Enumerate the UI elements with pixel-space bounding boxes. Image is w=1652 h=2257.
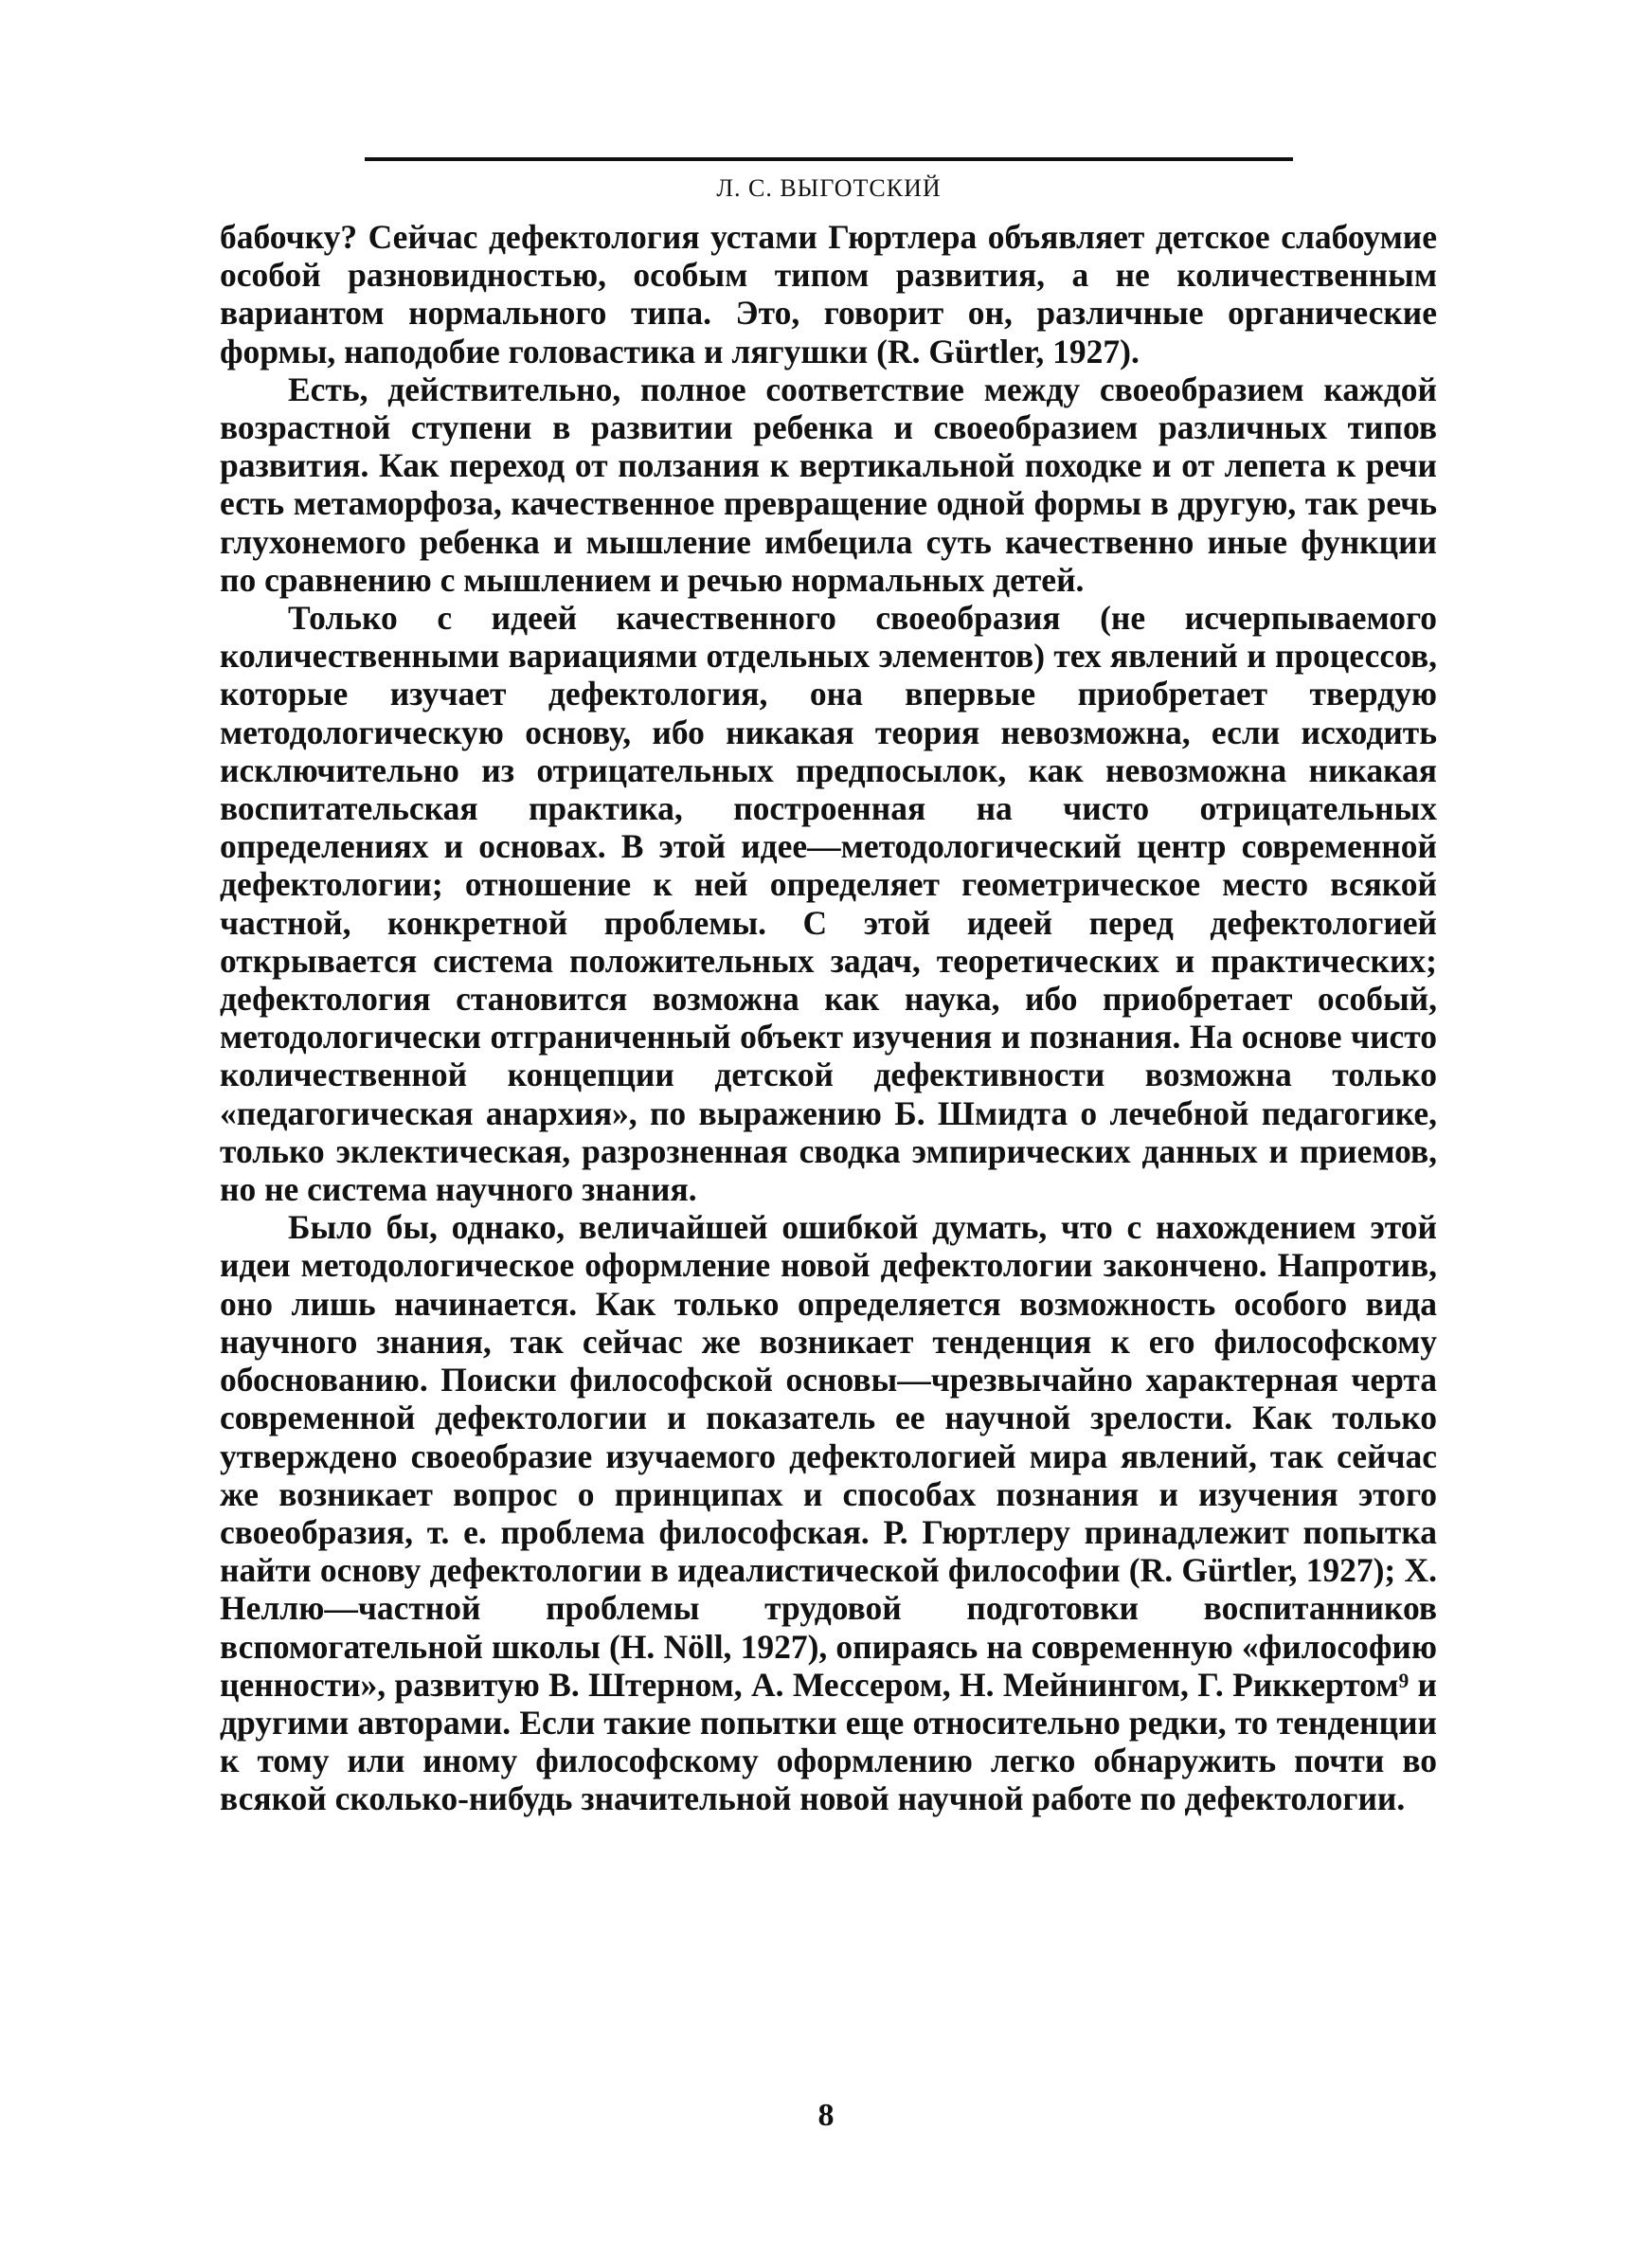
paragraph: Было бы, однако, величайшей ошибкой думать, что с нахождением этой идеи методологическое оформление новой дефектологии закончено. Напротив, оно лишь начинается. Как только определяется возможность особого вида научного знания, так сейчас же возникает тенденция к его философскому обоснованию. Поиски философской основы—чрезвычайно характерная черта современной дефектологии и показатель ее научной зрелости. Как только утверждено своеобразие изучаемого дефектологией мира явлений, так сейчас же возникает вопрос о принципах и способах познания и изучения этого своеобразия, т. е. проблема философская. Р. Гюртлеру принадлежит попытка найти основу дефектологии в идеалистической философии (R. Gürtler, 1927); Х. Неллю—частной проблемы трудовой подготовки воспитанников вспомогательной школы (H. Nöll, 1927), опираясь на современную «философию ценности», развитую В. Штерном, А. Мессером, Н. Мейнингом, Г. Риккертом⁹ и другими авторами. Если такие попытки еще относительно редки, то тенденции к тому или иному философскому оформлению легко обнаружить почти во всякой сколько-нибудь значительной новой научной работе по дефектологии. xyxy=(220,1208,1437,1818)
page-number: 8 xyxy=(817,2098,835,2133)
paragraph-continuation: бабочку? Сейчас дефектология устами Гюртлера объявляет детское слабоумие особой разновидностью, особым типом развития, а не количественным вариантом нормального типа. Это, говорит он, различные органические формы, наподобие головастика и лягушки (R. Gürtler, 1927). xyxy=(220,218,1437,370)
body-text xyxy=(220,218,1437,1818)
paragraph: Есть, действительно, полное соответствие между своеобразием каждой возрастной ступени в развитии ребенка и своеобразием различных типов развития. Как переход от ползания к вертикальной походке и от лепета к речи есть метаморфоза, качественное превращение одной формы в другую, так речь глухонемого ребенка и мышление имбецила суть качественно иные функции по сравнению с мышлением и речью нормальных детей. xyxy=(220,370,1437,599)
running-head: Л. С. ВЫГОТСКИЙ xyxy=(716,174,942,202)
paragraph: Только с идеей качественного своеобразия (не исчерпываемого количественными вариациями отдельных элементов) тех явлений и процессов, которые изучает дефектология, она впервые приобретает твердую методологическую основу, ибо никакая теория невозможна, если исходить исключительно из отрицательных предпосылок, как невозможна никакая воспитательская практика, построенная на чисто отрицательных определениях и основах. В этой идее—методологический центр современной дефектологии; отношение к ней определяет геометрическое место всякой частной, конкретной проблемы. С этой идеей перед дефектологией открывается система положительных задач, теоретических и практических; дефектология становится возможна как наука, ибо приобретает особый, методологически отграниченный объект изучения и познания. На основе чисто количественной концепции детской дефективности возможна только «педагогическая анархия», по выражению Б. Шмидта о лечебной педагогике, только эклектическая, разрозненная сводка эмпирических данных и приемов, но не система научного знания. xyxy=(220,599,1437,1209)
header-rule xyxy=(365,157,1293,161)
